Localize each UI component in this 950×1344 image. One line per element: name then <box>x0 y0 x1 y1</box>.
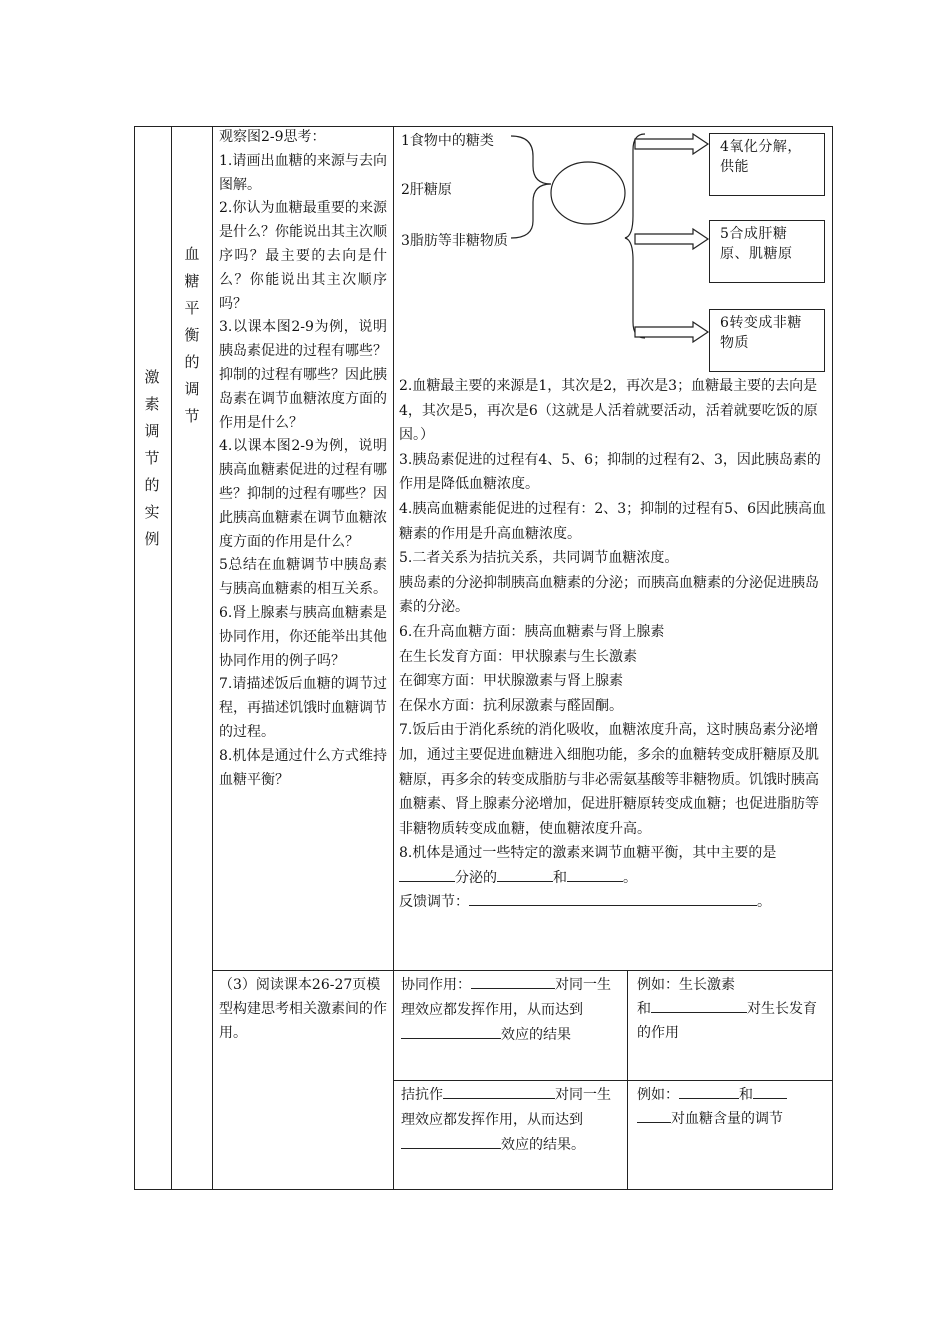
blank-field[interactable] <box>443 1084 555 1099</box>
question: 5总结在血糖调节中胰岛素与胰高血糖素的相互关系。 <box>219 557 387 598</box>
answer: 在保水方面：抗利尿激素与醛固酮。 <box>399 697 623 714</box>
question: 观察图2-9思考： <box>219 129 326 145</box>
output-glycogen: 5合成肝糖原、肌糖原 <box>709 220 825 283</box>
question: 3.以课本图2-9为例，说明胰岛素促进的过程有哪些？抑制的过程有哪些？因此胰岛素在调节血糖浓度方面的作用是什么？ <box>219 319 387 431</box>
blank-field[interactable] <box>637 1108 671 1123</box>
blank-field[interactable] <box>469 891 757 906</box>
answer: 6.在升高血糖方面：胰高血糖素与肾上腺素 <box>399 623 665 640</box>
source-food: 1食物中的糖类 <box>401 133 494 149</box>
blank-field[interactable] <box>651 998 747 1013</box>
subtopic-label: 血 糖 平 衡 的 调 节 <box>184 245 200 425</box>
arrow-synthesis <box>635 229 708 249</box>
answer: 3.胰岛素促进的过程有4、5、6；抑制的过程有2、3，因此胰岛素的作用是降低血糖浓度。 <box>399 451 821 493</box>
answer: 在御寒方面：甲状腺激素与肾上腺素 <box>399 673 623 690</box>
question: 4.以课本图2-9为例，说明胰高血糖素促进的过程有哪些？抑制的过程有哪些？因此胰高血糖素在调节血糖浓度方面的作用是什么？ <box>219 438 387 550</box>
blank-field[interactable] <box>471 974 555 989</box>
synergy-cell: 协同作用： 对同一生理效应都发挥作用，从而达到效应的结果 <box>401 973 623 1048</box>
blank-field[interactable] <box>401 1024 501 1039</box>
questions-column <box>219 126 387 792</box>
antagonism-cell: 拮抗作 对同一生理效应都发挥作用，从而达到效应的结果。 <box>401 1083 623 1158</box>
blank-field[interactable] <box>399 867 455 882</box>
question: 6.肾上腺素与胰高血糖素是协同作用，你还能举出其他协同作用的例子吗？ <box>219 604 387 669</box>
left-brace <box>511 136 551 238</box>
answer: 在生长发育方面：甲状腺素与生长激素 <box>399 648 637 665</box>
row-divider-1 <box>212 970 833 971</box>
output-oxidation: 4氧化分解，供能 <box>709 133 825 196</box>
blank-field[interactable] <box>753 1084 787 1099</box>
output-non-sugar: 6转变成非糖物质 <box>709 309 825 372</box>
arrow-oxidation <box>635 134 708 154</box>
row-divider-2 <box>393 1080 833 1081</box>
blank-field[interactable] <box>401 1134 501 1149</box>
feedback-line: 反馈调节： 。 <box>399 890 829 915</box>
topic-label: 激 素 调 节 的 实 例 <box>144 368 160 548</box>
answer: 5.二者关系为拮抗关系，共同调节血糖浓度。 <box>399 550 679 567</box>
blood-sugar-ellipse <box>551 162 625 224</box>
question: 2.你认为血糖最重要的来源是什么？你能说出其主次顺序吗？最主要的去向是什么？你能说出其主次顺序吗？ <box>219 200 387 312</box>
answer: 7.饭后由于消化系统的消化吸收，血糖浓度升高，这时胰岛素分泌增加，通过主要促进血糖进入细胞功能，多余的血糖转变成肝糖原及肌糖原，再多余的转变成脂肪与非必需氨基酸等非糖物质。饥饿时胰高血糖素、肾上腺素分泌增加，促进肝糖原转变成血糖；也促进脂肪等非糖物质转变成血糖，使血糖浓度升高。 <box>399 722 819 837</box>
blank-field[interactable] <box>497 867 553 882</box>
reading-prompt: （3）阅读课本26-27页模型构建思考相关激素间的作用。 <box>219 977 387 1041</box>
col-divider-1 <box>171 126 172 1190</box>
antagonism-example-cell: 例如： 和 对血糖含量的调节 <box>637 1083 827 1131</box>
answer-8: 8.机体是通过一些特定的激素来调节血糖平衡，其中主要的是分泌的 和 。 <box>399 845 777 886</box>
answer: 胰岛素的分泌抑制胰高血糖素的分泌；而胰高血糖素的分泌促进胰岛素的分泌。 <box>399 574 819 616</box>
question: 1.请画出血糖的来源与去向图解。 <box>219 152 387 193</box>
source-non-sugar: 3脂肪等非糖物质 <box>401 233 508 249</box>
answer: 2.血糖最主要的来源是1，其次是2，再次是3；血糖最主要的去向是4，其次是5，再次是6（这就是人活着就要活动，活着就要吃饭的原因。） <box>399 378 818 444</box>
blank-field[interactable] <box>679 1084 739 1099</box>
question: 7.请描述饭后血糖的调节过程，再描述饥饿时血糖调节的过程。 <box>219 676 387 740</box>
col-divider-2 <box>212 126 213 1190</box>
synergy-example-cell: 例如：生长激素 和 对生长发育的作用 <box>637 977 817 1041</box>
answers-block <box>399 374 829 915</box>
blank-field[interactable] <box>567 867 623 882</box>
source-liver-glycogen: 2肝糖原 <box>401 182 452 198</box>
question: 8.机体是通过什么方式维持血糖平衡？ <box>219 747 387 788</box>
arrow-conversion <box>635 322 708 342</box>
answer: 4.胰高血糖素能促进的过程有：2、3；抑制的过程有5、6因此胰高血糖素的作用是升高血糖浓度。 <box>399 500 826 542</box>
